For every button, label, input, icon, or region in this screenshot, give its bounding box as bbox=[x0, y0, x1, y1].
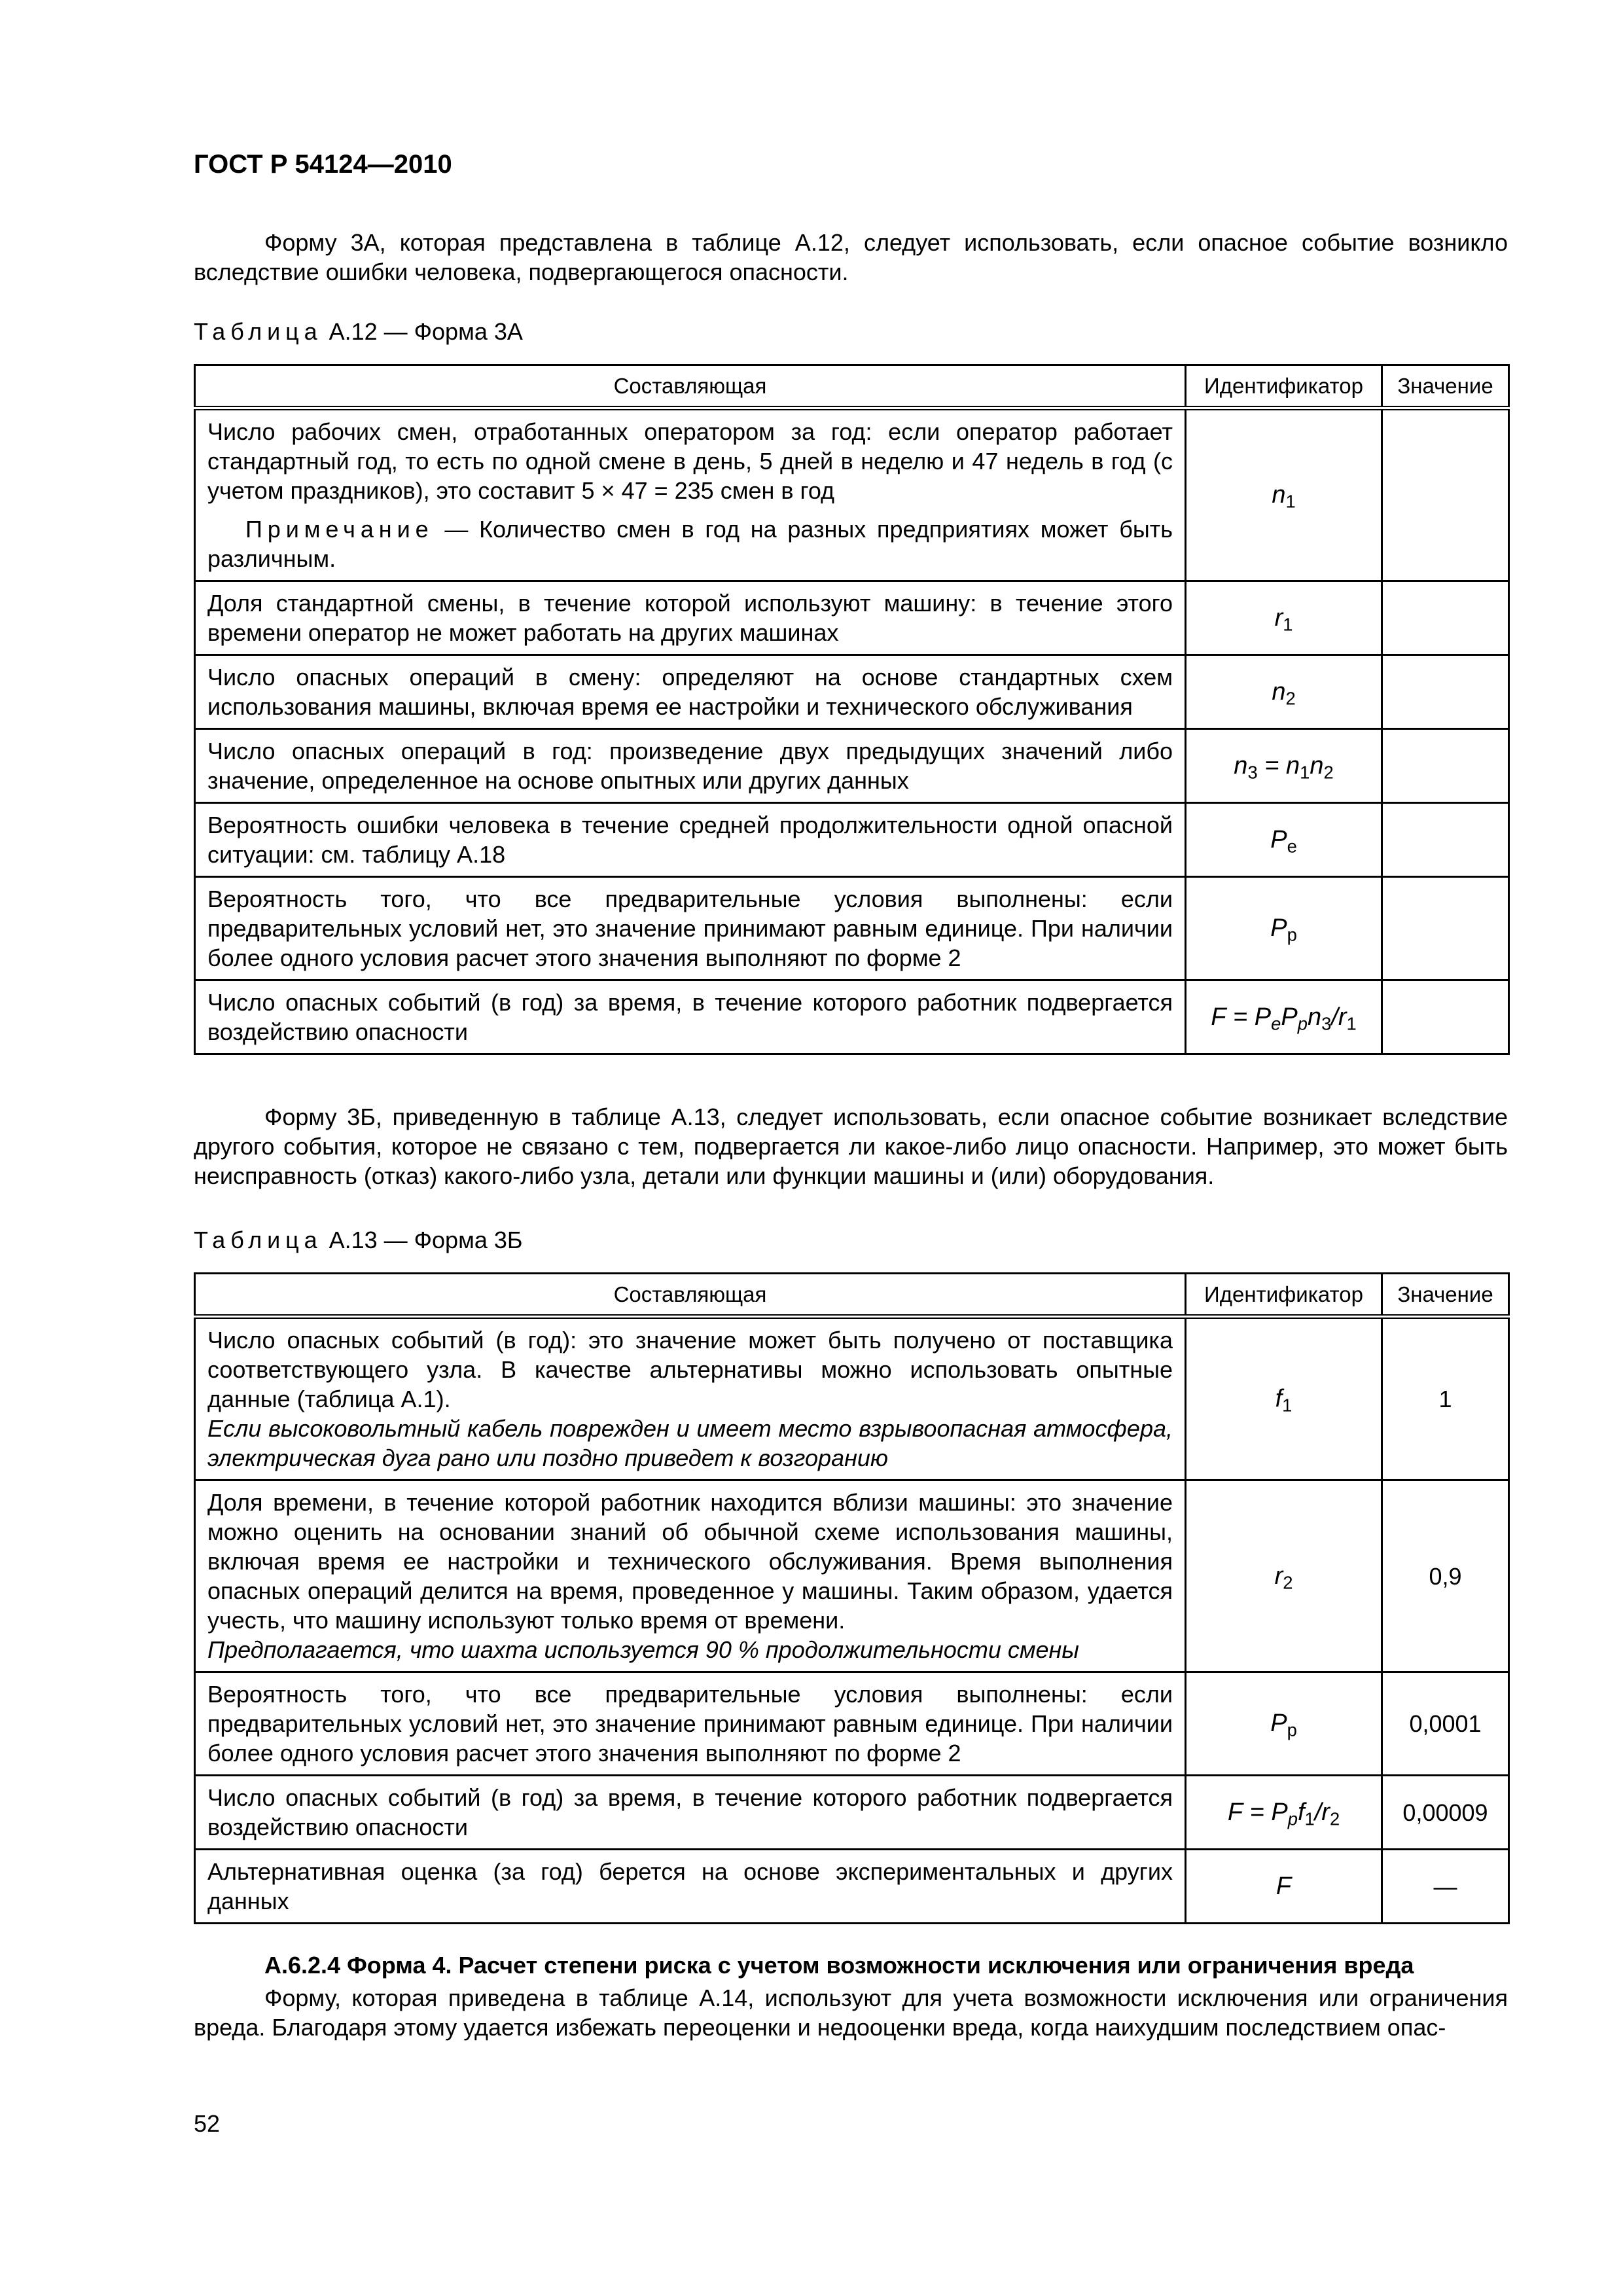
identifier-cell: $P_p$ bbox=[1186, 1672, 1382, 1776]
identifier-formula: $F = P_eP_pn_3/r_1$ bbox=[1186, 980, 1382, 1054]
caption-rest: А.13 — Форма 3Б bbox=[322, 1227, 523, 1253]
component-cell: Число опасных операций в год: произведение двух предыдущих значений либо значение, определенное на основе опытных или других данных bbox=[195, 729, 1186, 803]
caption-prefix: Таблица bbox=[194, 318, 323, 345]
caption-prefix: Таблица bbox=[194, 1227, 323, 1253]
table-header-row bbox=[195, 365, 1509, 408]
table-row bbox=[195, 1850, 1509, 1924]
identifier-cell: $r_1$ bbox=[1186, 581, 1382, 655]
note bbox=[207, 514, 1173, 573]
note-text: — Количество смен в год на разных предприятиях может быть различным. bbox=[207, 516, 1173, 573]
value-cell: 0,9 bbox=[1382, 1480, 1509, 1672]
table-row bbox=[195, 729, 1509, 803]
component-cell bbox=[195, 408, 1186, 581]
component-cell: Альтернативная оценка (за год) берется на основе экспериментальных и других данных bbox=[195, 1850, 1186, 1924]
col-header-identifier: Идентификатор bbox=[1186, 1274, 1382, 1317]
component-cell bbox=[195, 1317, 1186, 1480]
value-cell bbox=[1382, 581, 1509, 655]
page-number: 52 bbox=[194, 2110, 221, 2137]
component-cell: Вероятность ошибки человека в течение средней продолжительности одной опасной ситуации: см. таблицу А.18 bbox=[195, 803, 1186, 877]
table-row bbox=[195, 803, 1509, 877]
value-cell bbox=[1382, 877, 1509, 980]
table-a13-caption bbox=[194, 1225, 523, 1255]
identifier-cell: $n_1$ bbox=[1186, 408, 1382, 581]
col-header-value: Значение bbox=[1382, 365, 1509, 408]
component-text: Доля времени, в течение которой работник находится вблизи машины: это значение можно оценить на основании знаний об обычной схеме использования машины, включая время ее настройки и технического обслуживания. Время выполнения опасных операций делится на время, проведенное у машины. Таким образом, удается учесть, что машину используют только время от времени. bbox=[207, 1489, 1173, 1634]
identifier-cell: $P_p$ bbox=[1186, 877, 1382, 980]
table-row bbox=[195, 408, 1509, 581]
component-cell: Число опасных событий (в год) за время, в течение которого работник подвергается воздействию опасности bbox=[195, 980, 1186, 1054]
table-row bbox=[195, 1776, 1509, 1850]
component-example: Если высоковольтный кабель поврежден и имеет место взрывоопасная атмосфера, электрическая дуга рано или поздно приведет к возгоранию bbox=[207, 1415, 1173, 1472]
component-cell: Число опасных операций в смену: определяют на основе стандартных схем использования машины, включая время ее настройки и технического обслуживания bbox=[195, 655, 1186, 729]
component-cell: Число опасных событий (в год) за время, в течение которого работник подвергается воздействию опасности bbox=[195, 1776, 1186, 1850]
value-cell bbox=[1382, 408, 1509, 581]
col-header-component: Составляющая bbox=[195, 365, 1186, 408]
identifier-cell: $r_2$ bbox=[1186, 1480, 1382, 1672]
identifier-cell: $P_e$ bbox=[1186, 803, 1382, 877]
value-cell bbox=[1382, 729, 1509, 803]
component-cell: Доля стандартной смены, в течение которой используют машину: в течение этого времени оператор не может работать на других машинах bbox=[195, 581, 1186, 655]
intro-paragraph-a12: Форму 3А, которая представлена в таблице А.12, следует использовать, если опасное событие возникло вследствие ошибки человека, подвергающегося опасности. bbox=[194, 229, 1508, 285]
table-row bbox=[195, 1317, 1509, 1480]
note-label: Примечание bbox=[245, 516, 434, 543]
component-cell bbox=[195, 1480, 1186, 1672]
table-row bbox=[195, 655, 1509, 729]
identifier-formula: $n_3 = n_1n_2$ bbox=[1186, 729, 1382, 803]
table-a12-caption bbox=[194, 317, 523, 346]
table-a12 bbox=[194, 364, 1510, 1055]
value-cell bbox=[1382, 980, 1509, 1054]
identifier-cell: $n_2$ bbox=[1186, 655, 1382, 729]
intro-paragraph-a13: Форму 3Б, приведенную в таблице А.13, следует использовать, если опасное событие возникает вследствие другого события, которое не связано с тем, подвергается ли какое-либо лицо опасности. Например, это может быть неисправность (отказ) какого-либо узла, детали или функции машины и (или) оборудования. bbox=[194, 1103, 1508, 1189]
value-cell: 0,0001 bbox=[1382, 1672, 1509, 1776]
table-header-row bbox=[195, 1274, 1509, 1317]
table-row bbox=[195, 1480, 1509, 1672]
component-text: Число рабочих смен, отработанных оператором за год: если оператор работает стандартный год, то есть по одной смене в день, 5 дней в неделю и 47 недель в год (с учетом праздников), это составит 5 × 47 = 235 смен в год bbox=[207, 418, 1173, 505]
table-row bbox=[195, 1672, 1509, 1776]
table-row bbox=[195, 581, 1509, 655]
value-cell bbox=[1382, 803, 1509, 877]
table-a13 bbox=[194, 1272, 1510, 1924]
component-example: Предполагается, что шахта используется 90 % продолжительности смены bbox=[207, 1636, 1079, 1664]
section-heading: А.6.2.4 Форма 4. Расчет степени риска с учетом возможности исключения или ограничения вреда bbox=[264, 1952, 1414, 1979]
identifier-cell: $f_1$ bbox=[1186, 1317, 1382, 1480]
identifier-cell: F bbox=[1186, 1850, 1382, 1924]
identifier-formula: $F = P_pf_1/r_2$ bbox=[1186, 1776, 1382, 1850]
component-text: Число опасных событий (в год): это значение может быть получено от поставщика соответствующего узла. В качестве альтернативы можно использовать опытные данные (таблица А.1). bbox=[207, 1327, 1173, 1413]
table-row bbox=[195, 877, 1509, 980]
component-cell: Вероятность того, что все предварительные условия выполнены: если предварительных условий нет, это значение принимают равным единице. При наличии более одного условия расчет этого значения выполняют по форме 2 bbox=[195, 877, 1186, 980]
value-cell: 1 bbox=[1382, 1317, 1509, 1480]
col-header-value: Значение bbox=[1382, 1274, 1509, 1317]
value-cell: — bbox=[1382, 1850, 1509, 1924]
col-header-identifier: Идентификатор bbox=[1186, 365, 1382, 408]
value-cell bbox=[1382, 655, 1509, 729]
col-header-component: Составляющая bbox=[195, 1274, 1186, 1317]
document-header: ГОСТ Р 54124—2010 bbox=[194, 150, 452, 179]
component-cell: Вероятность того, что все предварительные условия выполнены: если предварительных условий нет, это значение принимают равным единице. При наличии более одного условия расчет этого значения выполняют по форме 2 bbox=[195, 1672, 1186, 1776]
table-row bbox=[195, 980, 1509, 1054]
section-paragraph: Форму, которая приведена в таблице А.14, используют для учета возможности исключения или ограничения вреда. Благодаря этому удается избежать переоценки и недооценки вреда, когда наихудшим последствием опас- bbox=[194, 1984, 1508, 2041]
value-cell: 0,00009 bbox=[1382, 1776, 1509, 1850]
caption-rest: А.12 — Форма 3А bbox=[322, 318, 523, 345]
